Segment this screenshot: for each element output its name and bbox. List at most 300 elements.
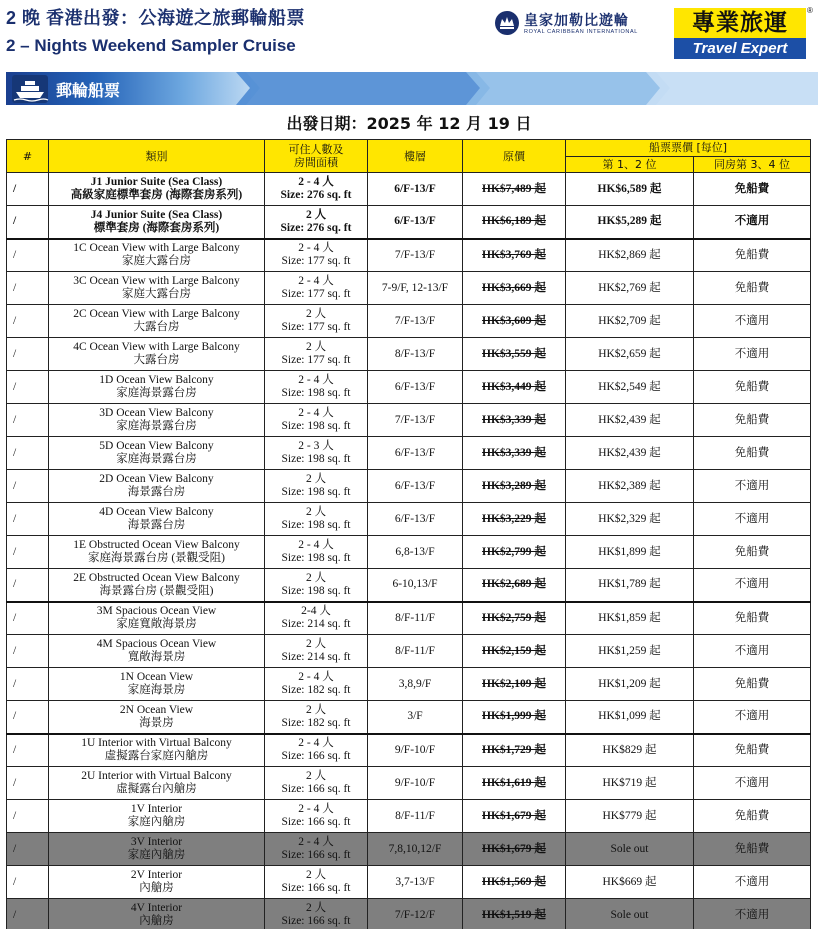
occupancy-cell: [265, 239, 368, 272]
occupancy-value: 2 - 4 人: [298, 836, 334, 848]
fare-price: HK$2,769 起: [598, 281, 661, 294]
row-number-value: /: [13, 809, 17, 822]
occupancy-cell: [265, 305, 368, 338]
deck-value: 6,8-13/F: [395, 545, 435, 558]
original-price-cell: [463, 173, 566, 206]
third-guest-cell: [694, 536, 811, 569]
room-name-zh: 寬敞海景房: [127, 651, 186, 663]
original-price: HK$2,799 起: [482, 545, 546, 558]
room-name-en: 1U Interior with Virtual Balcony: [81, 737, 232, 750]
occupancy-value: 2 人: [305, 703, 327, 716]
third-guest-fare: 免船費: [734, 842, 770, 855]
room-name-zh: 內艙房: [139, 915, 174, 927]
room-name-en: 2D Ocean View Balcony: [99, 473, 214, 485]
row-number: [7, 305, 49, 338]
fare-price: HK$1,899 起: [598, 545, 661, 558]
third-guest-fare: 免船費: [734, 809, 770, 822]
original-price-cell: [463, 272, 566, 305]
fare-price: HK$1,859 起: [598, 611, 661, 624]
fare-cell: [566, 173, 694, 206]
fare-cell: [566, 437, 694, 470]
room-name-zh: 內艙房: [139, 882, 174, 894]
room-name-zh: 家庭海景露台房 (景觀受阻): [87, 552, 226, 564]
deck-value: 7/F-13/F: [394, 248, 436, 261]
fare-cell: [566, 899, 694, 929]
deck-value: 8/F-11/F: [395, 611, 435, 624]
crown-anchor-icon: [494, 10, 520, 36]
third-guest-fare: 免船費: [734, 446, 770, 459]
deck-value: 3/F: [407, 710, 423, 723]
room-name-zh: 家庭大露台房: [122, 255, 191, 268]
fare-price: HK$2,659 起: [598, 347, 661, 360]
original-price: HK$3,559 起: [482, 347, 546, 360]
agency-name-zh: 專業旅運: [674, 8, 806, 38]
deck-cell: [368, 239, 463, 272]
room-name-zh: 家庭海景露台房: [116, 387, 197, 399]
row-number: [7, 635, 49, 668]
occupancy-value: 2 人: [305, 638, 327, 650]
original-price-cell: [463, 206, 566, 239]
original-price-cell: [463, 800, 566, 833]
row-number: [7, 536, 49, 569]
occupancy-value: 2 人: [305, 506, 327, 518]
fare-cell: [566, 767, 694, 800]
occupancy-cell: [265, 173, 368, 206]
room-category: [49, 338, 265, 371]
deck-cell: [368, 734, 463, 767]
page-title-zh: 2 晚 香港出發：公海遊之旅郵輪船票: [6, 8, 306, 28]
third-guest-fare: 免船費: [734, 380, 770, 393]
row-number: [7, 239, 49, 272]
room-name-zh: 大露台房: [133, 354, 180, 366]
occupancy-cell: [265, 569, 368, 602]
fare-cell: [566, 404, 694, 437]
room-name-zh: 海景露台房: [127, 519, 186, 531]
room-size: Size: 198 sq. ft: [281, 420, 351, 432]
room-size: Size: 214 sq. ft: [281, 618, 351, 631]
deck-value: 8/F-13/F: [394, 347, 436, 360]
room-name-en: 1N Ocean View: [119, 671, 194, 683]
original-price: HK$3,339 起: [482, 446, 546, 459]
row-number: [7, 701, 49, 734]
row-number: [7, 734, 49, 767]
room-name-zh: 虛擬露台內艙房: [116, 783, 197, 795]
table-row: [7, 437, 811, 470]
original-price: HK$1,729 起: [482, 743, 546, 756]
header-fare-guests-1-2: 第 1、2 位: [566, 156, 694, 173]
room-category: [49, 437, 265, 470]
room-name-en: J4 Junior Suite (Sea Class): [90, 208, 223, 221]
table-row: [7, 470, 811, 503]
original-price-cell: [463, 470, 566, 503]
deck-cell: [368, 899, 463, 929]
third-guest-cell: [694, 437, 811, 470]
room-name-en: 2N Ocean View: [119, 703, 194, 716]
occupancy-cell: [265, 734, 368, 767]
deck-cell: [368, 404, 463, 437]
fare-cell: [566, 569, 694, 602]
fare-price: HK$5,289 起: [597, 215, 662, 228]
room-name-zh: 海景房: [139, 716, 174, 729]
room-size: Size: 166 sq. ft: [281, 849, 351, 861]
table-row: [7, 206, 811, 239]
table-row: [7, 602, 811, 635]
original-price: HK$2,109 起: [482, 677, 546, 690]
room-category: [49, 371, 265, 404]
deck-cell: [368, 800, 463, 833]
table-row: [7, 734, 811, 767]
third-guest-fare: 不適用: [734, 347, 770, 360]
header-deck: 樓層: [368, 140, 463, 173]
occupancy-value: 2 - 4 人: [298, 803, 334, 815]
row-number: [7, 338, 49, 371]
room-size: Size: 198 sq. ft: [281, 453, 351, 465]
room-category: [49, 701, 265, 734]
row-number-value: /: [13, 347, 17, 360]
original-price-cell: [463, 437, 566, 470]
original-price: HK$3,339 起: [482, 413, 546, 426]
row-number: [7, 206, 49, 239]
fare-cell: [566, 338, 694, 371]
fare-price: HK$719 起: [602, 776, 657, 789]
original-price-cell: [463, 767, 566, 800]
room-name-en: 4D Ocean View Balcony: [99, 506, 214, 518]
deck-cell: [368, 701, 463, 734]
room-name-en: 3V Interior: [130, 836, 183, 848]
registered-mark: ®: [807, 6, 813, 15]
fare-price: HK$669 起: [602, 875, 657, 888]
fare-cell: [566, 734, 694, 767]
room-size: Size: 182 sq. ft: [281, 716, 351, 729]
room-name-en: 1E Obstructed Ocean View Balcony: [73, 539, 240, 551]
table-row: [7, 767, 811, 800]
section-banner: [6, 72, 818, 105]
original-price: HK$1,679 起: [482, 809, 546, 822]
fare-cell: [566, 536, 694, 569]
row-number-value: /: [13, 710, 17, 723]
row-number-value: /: [13, 446, 17, 459]
fare-cell: [566, 602, 694, 635]
row-number: [7, 866, 49, 899]
table-row: [7, 272, 811, 305]
original-price: HK$3,609 起: [482, 314, 546, 327]
brand-name-en: ROYAL CARIBBEAN INTERNATIONAL: [524, 29, 638, 35]
row-number-value: /: [13, 380, 17, 393]
row-number-value: /: [13, 644, 17, 657]
deck-cell: [368, 668, 463, 701]
deck-cell: [368, 635, 463, 668]
deck-cell: [368, 206, 463, 239]
occupancy-value: 2 人: [305, 869, 327, 881]
room-category: [49, 503, 265, 536]
deck-value: 7,8,10,12/F: [388, 842, 442, 855]
occupancy-value: 2 - 4 人: [298, 737, 334, 750]
occupancy-value: 2 人: [305, 473, 327, 485]
fare-price: HK$2,709 起: [598, 314, 661, 327]
original-price: HK$3,289 起: [482, 479, 546, 492]
header-hash: #: [7, 140, 49, 173]
table-row: [7, 866, 811, 899]
original-price-cell: [463, 503, 566, 536]
room-category: [49, 800, 265, 833]
departure-date: 出發日期：2025 年 12 月 19 日: [286, 114, 532, 133]
fare-price: HK$2,439 起: [598, 446, 661, 459]
original-price-cell: [463, 371, 566, 404]
third-guest-cell: [694, 338, 811, 371]
room-size: Size: 166 sq. ft: [281, 783, 351, 795]
deck-cell: [368, 173, 463, 206]
original-price-cell: [463, 569, 566, 602]
room-name-en: 1V Interior: [130, 803, 183, 815]
room-category: [49, 569, 265, 602]
room-name-en: 5D Ocean View Balcony: [99, 440, 214, 452]
third-guest-fare: 不適用: [734, 215, 770, 228]
occupancy-value: 2 - 4 人: [298, 671, 334, 683]
room-size: Size: 177 sq. ft: [281, 288, 351, 300]
third-guest-fare: 不適用: [734, 875, 770, 888]
row-number: [7, 404, 49, 437]
room-name-en: 1C Ocean View with Large Balcony: [73, 242, 240, 255]
fare-price: HK$829 起: [602, 743, 657, 756]
occupancy-value: 2 - 4 人: [298, 374, 334, 386]
deck-value: 6/F-13/F: [394, 380, 436, 393]
fare-price: HK$779 起: [602, 809, 657, 822]
row-number-value: /: [13, 743, 17, 756]
row-number-value: /: [13, 248, 17, 261]
deck-value: 8/F-11/F: [395, 644, 435, 657]
deck-cell: [368, 833, 463, 866]
third-guest-cell: [694, 404, 811, 437]
occupancy-value: 2 - 4 人: [298, 176, 334, 188]
table-row: [7, 338, 811, 371]
third-guest-fare: 不適用: [734, 479, 770, 492]
row-number: [7, 899, 49, 929]
original-price: HK$3,669 起: [482, 281, 546, 294]
row-number-value: /: [13, 875, 17, 888]
third-guest-cell: [694, 305, 811, 338]
third-guest-fare: 免船費: [734, 611, 770, 624]
fare-cell: [566, 239, 694, 272]
deck-value: 7/F-13/F: [394, 413, 436, 426]
original-price-cell: [463, 635, 566, 668]
fare-cell: [566, 800, 694, 833]
occupancy-value: 2 人: [305, 902, 327, 914]
cruise-ship-icon: [10, 74, 50, 104]
row-number-value: /: [13, 182, 17, 195]
room-category: [49, 833, 265, 866]
third-guest-cell: [694, 668, 811, 701]
occupancy-value: 2-4 人: [301, 605, 331, 618]
third-guest-fare: 不適用: [734, 578, 770, 591]
occupancy-cell: [265, 536, 368, 569]
table-row: [7, 503, 811, 536]
third-guest-fare: 不適用: [734, 710, 770, 723]
room-name-zh: 標準套房 (海際套房系列): [93, 221, 220, 234]
deck-cell: [368, 305, 463, 338]
third-guest-fare: 免船費: [734, 182, 770, 195]
deck-value: 6-10,13/F: [392, 578, 438, 591]
original-price-cell: [463, 833, 566, 866]
third-guest-fare: 不適用: [734, 908, 770, 921]
original-price: HK$2,689 起: [482, 578, 546, 591]
deck-cell: [368, 338, 463, 371]
third-guest-cell: [694, 701, 811, 734]
deck-cell: [368, 536, 463, 569]
deck-value: 9/F-10/F: [394, 776, 436, 789]
fare-price: HK$2,439 起: [598, 413, 661, 426]
fare-cell: [566, 701, 694, 734]
room-size: Size: 166 sq. ft: [281, 816, 351, 828]
room-size: Size: 166 sq. ft: [281, 915, 351, 927]
deck-cell: [368, 437, 463, 470]
original-price-cell: [463, 338, 566, 371]
header-occupancy: 可住人數及 房間面積: [265, 140, 368, 173]
original-price-cell: [463, 866, 566, 899]
occupancy-cell: [265, 371, 368, 404]
fare-cell: [566, 206, 694, 239]
table-row: [7, 173, 811, 206]
page-header: [0, 0, 818, 66]
occupancy-cell: [265, 701, 368, 734]
original-price: HK$1,569 起: [482, 875, 546, 888]
row-number-value: /: [13, 479, 17, 492]
room-size: Size: 276 sq. ft: [280, 189, 352, 201]
room-name-zh: 家庭內艙房: [127, 849, 186, 861]
table-row: [7, 899, 811, 929]
room-name-en: 3D Ocean View Balcony: [99, 407, 214, 419]
room-category: [49, 767, 265, 800]
room-category: [49, 173, 265, 206]
third-guest-cell: [694, 635, 811, 668]
room-size: Size: 198 sq. ft: [281, 387, 351, 399]
room-category: [49, 602, 265, 635]
original-price-cell: [463, 536, 566, 569]
royal-caribbean-logo: [494, 8, 644, 38]
deck-cell: [368, 767, 463, 800]
third-guest-cell: [694, 272, 811, 305]
third-guest-fare: 不適用: [734, 512, 770, 525]
occupancy-cell: [265, 470, 368, 503]
third-guest-cell: [694, 833, 811, 866]
room-category: [49, 668, 265, 701]
third-guest-cell: [694, 503, 811, 536]
deck-cell: [368, 272, 463, 305]
third-guest-cell: [694, 239, 811, 272]
room-size: Size: 177 sq. ft: [281, 255, 351, 268]
room-name-en: 1D Ocean View Balcony: [99, 374, 214, 386]
occupancy-value: 2 人: [305, 571, 327, 584]
occupancy-value: 2 - 4 人: [298, 242, 334, 255]
fare-price: HK$2,869 起: [598, 248, 661, 261]
table-row: [7, 371, 811, 404]
occupancy-cell: [265, 833, 368, 866]
original-price: HK$7,489 起: [482, 182, 546, 195]
deck-value: 6/F-13/F: [394, 182, 436, 195]
room-name-zh: 家庭海景露台房: [116, 453, 197, 465]
third-guest-fare: 不適用: [734, 776, 770, 789]
third-guest-cell: [694, 371, 811, 404]
page-title-en: 2 – Nights Weekend Sampler Cruise: [6, 36, 296, 55]
deck-value: 6/F-13/F: [394, 512, 436, 525]
table-row: [7, 668, 811, 701]
room-size: Size: 177 sq. ft: [281, 321, 351, 333]
original-price: HK$6,189 起: [482, 215, 546, 228]
original-price-cell: [463, 668, 566, 701]
deck-value: 6/F-13/F: [394, 479, 436, 492]
room-size: Size: 166 sq. ft: [281, 882, 351, 894]
occupancy-cell: [265, 503, 368, 536]
third-guest-cell: [694, 569, 811, 602]
occupancy-cell: [265, 767, 368, 800]
occupancy-cell: [265, 899, 368, 929]
room-name-en: 4V Interior: [130, 902, 183, 914]
occupancy-value: 2 - 4 人: [298, 407, 334, 419]
original-price: HK$1,679 起: [482, 842, 546, 855]
row-number: [7, 173, 49, 206]
agency-name-en: Travel Expert: [674, 38, 806, 59]
room-name-en: 3C Ocean View with Large Balcony: [73, 275, 240, 287]
fare-cell: [566, 470, 694, 503]
row-number-value: /: [13, 281, 17, 294]
section-title: 郵輪船票: [56, 81, 121, 100]
room-name-en: 2C Ocean View with Large Balcony: [73, 308, 240, 320]
original-price-cell: [463, 404, 566, 437]
room-size: Size: 214 sq. ft: [281, 651, 351, 663]
occupancy-cell: [265, 635, 368, 668]
fare-table-body: [7, 173, 811, 929]
third-guest-fare: 不適用: [734, 314, 770, 327]
room-size: Size: 198 sq. ft: [281, 584, 351, 597]
room-category: [49, 536, 265, 569]
room-name-zh: 虛擬露台家庭內艙房: [104, 750, 209, 763]
room-size: Size: 198 sq. ft: [281, 486, 351, 498]
fare-cell: [566, 371, 694, 404]
room-name-en: 4C Ocean View with Large Balcony: [73, 341, 240, 353]
fare-cell: [566, 866, 694, 899]
original-price: HK$3,449 起: [482, 380, 546, 393]
room-name-zh: 家庭大露台房: [122, 288, 191, 300]
deck-value: 3,8,9/F: [398, 677, 432, 690]
deck-value: 9/F-10/F: [394, 743, 436, 756]
occupancy-cell: [265, 338, 368, 371]
deck-cell: [368, 371, 463, 404]
deck-value: 3,7-13/F: [395, 875, 435, 888]
original-price: HK$1,619 起: [482, 776, 546, 789]
fare-price: HK$1,099 起: [598, 710, 661, 723]
fare-table: [6, 139, 811, 929]
room-name-zh: 家庭海景房: [127, 684, 186, 696]
third-guest-cell: [694, 767, 811, 800]
room-name-en: 4M Spacious Ocean View: [96, 638, 217, 650]
fare-price: Sole out: [610, 908, 649, 921]
third-guest-fare: 免船費: [734, 545, 770, 558]
room-name-en: 2E Obstructed Ocean View Balcony: [73, 571, 240, 584]
original-price: HK$2,759 起: [482, 611, 546, 624]
room-category: [49, 206, 265, 239]
third-guest-fare: 免船費: [734, 677, 770, 690]
room-name-en: 2U Interior with Virtual Balcony: [81, 770, 232, 782]
fare-price: Sole out: [610, 842, 649, 855]
occupancy-cell: [265, 404, 368, 437]
room-category: [49, 305, 265, 338]
header-category: 類別: [49, 140, 265, 173]
original-price-cell: [463, 602, 566, 635]
third-guest-cell: [694, 206, 811, 239]
travel-expert-logo: [674, 6, 813, 60]
row-number: [7, 371, 49, 404]
row-number: [7, 668, 49, 701]
occupancy-cell: [265, 668, 368, 701]
